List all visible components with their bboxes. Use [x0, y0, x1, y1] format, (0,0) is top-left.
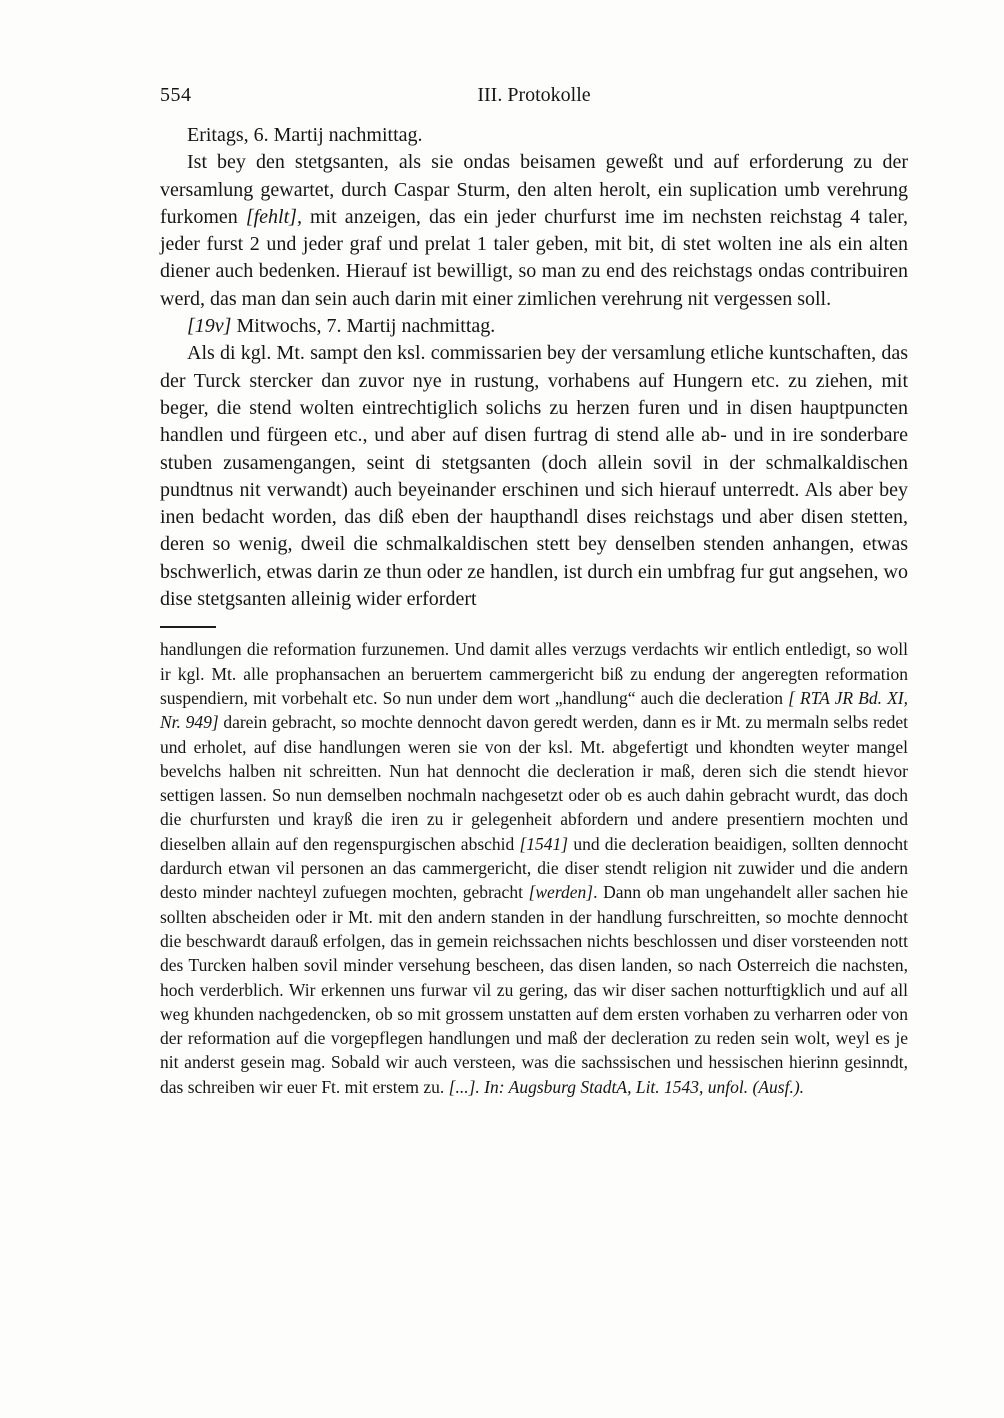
- paragraph: [160, 313, 908, 340]
- text-run: handlungen die reformation furzunemen. Und damit alles verzugs verdachts wir entlich entledigt, so woll ir kgl. Mt. alle prophansachen an beruertem cammergericht biß zu endung der angeregten reformation suspendiern, mit vorbehalt etc. So nun under dem wort „handlung“ auch die decleration: [160, 639, 908, 708]
- text-run-italic: [werden]: [528, 882, 594, 903]
- page-number: 554: [160, 84, 192, 106]
- text-run: Eritags, 6. Martij nachmittag.: [187, 124, 423, 146]
- text-run-italic: [19v]: [187, 315, 232, 338]
- text-run-italic: [1541]: [519, 833, 569, 854]
- footnote-text: [160, 637, 908, 1099]
- text-run: Als di kgl. Mt. sampt den ksl. commissarien bey der versamlung etliche kuntschaften, das der Turck stercker dan zuvor nye in rustung, vorhabens auf Hungern etc. zu ziehen, mit beger, die stend wolten eintrechtiglich solichs zu herzen furen und in disen hauptpuncten handlen und fürgeen etc., und aber auf disen furtrag di stend alle ab- und in ire sonderbare stuben zusamengangen, seint di stetgsanten (doch allein sovil in der schmalkaldischen pundtnus nit verwandt) auch beyeinander erschinen und sich hierauf unterredt. Als aber bey inen bedacht worden, das diß eben der haupthandl dises reichstags und aber disen stetten, deren so wenig, dweil die schmalkaldischen stett bey denselben stenden anhangen, etwas bschwerlich, etwas darin ze thun oder ze handlen, ist durch ein umbfrag fur gut angsehen, wo dise stetgsanten alleinig wider erfordert: [160, 342, 908, 611]
- text-run: darein gebracht, so mochte dennocht davon geredt werden, dann es ir Mt. zu mermaln selbs redet und erholet, auf dise handlungen weren sie von der ksl. Mt. abgefertigt und khondten weyter mangel bevelchs halben nit schreitten. Nun hat dennocht die decleration ir maß, deren sich die stendt hievor settigen lassen. So nun demselben nochmaln nachgesetzt oder ob es auch dahin gebracht wurdt, das doch die churfursten und krayß die iren zu ir gelegenheit abfordern und andere presentiern mochten und dieselben allain auf den regenspurgischen abschid: [160, 712, 908, 854]
- paragraph: [160, 122, 908, 149]
- text-run-italic: [fehlt],: [245, 205, 302, 228]
- footnote-separator: [160, 626, 216, 628]
- text-run: und die decleration beaidigen, sollten dennocht dardurch etwan vil personen an das cammergericht, die diser stendt religion nit zuwider und die andern desto minder nachteyl zufuegen mochten, gebracht: [160, 833, 908, 903]
- text-run: mit anzeigen, das ein jeder churfurst ime im nechsten reichstag 4 taler, jeder furst 2 und jeder graf und prelat 1 taler geben, mit bit, di stet wolten ine als ein alten diener auch bedenken. Hierauf ist bewilligt, so man zu end des reichstags ondas contribuiren werd, das man dan sein auch darin mit einer zimlichen verehrung nit vergessen soll.: [160, 205, 908, 310]
- main-text: [160, 122, 908, 613]
- text-run: Mitwochs, 7. Martij nachmittag.: [231, 315, 496, 338]
- running-title: III. Protokolle: [477, 84, 591, 106]
- page-header: [160, 82, 908, 108]
- text-run-italic: [...]. In: Augsburg StadtA, Lit. 1543, unfol. (Ausf.).: [448, 1076, 805, 1097]
- text-run: . Dann ob man ungehandelt aller sachen hie sollten abscheiden oder ir Mt. mit den andern standen in der handlung furschreitten, so mochte dennocht die beschwardt darauß erfolgen, das in gemein reichssachen nichts beschlossen und diser vorsteenden nott des Turcken halben sovil minder versehung bescheen, das disen landen, so nach Osterreich die nachsten, hoch verderblich. Wir erkennen uns furwar vil zu gering, das wir diser sachen notturftigklich und auf all weg khunden nachgedencken, ob so mit grossem unstatten auf dem ersten vorhaben zu verharren oder von der reformation auf die vorgepflegen handlungen und maß der decleration zu reden sein wolt, weyl es je nit anderst gesein mag. Sobald wir auch versteen, was die sachssischen und hessischen hierinn gesinndt, das schreiben wir euer Ft. mit erstem zu.: [160, 882, 909, 1097]
- paragraph: [160, 637, 908, 1099]
- text-run: Ist bey den stetgsanten, als sie ondas beisamen geweßt und auf erforderung zu der versamlung gewartet, durch Caspar Sturm, den alten herolt, ein suplication umb verehrung furkomen: [160, 151, 908, 228]
- paragraph: [160, 149, 908, 313]
- text-run-italic: [ RTA JR Bd. XI, Nr. 949]: [160, 687, 908, 733]
- paragraph: [160, 340, 908, 613]
